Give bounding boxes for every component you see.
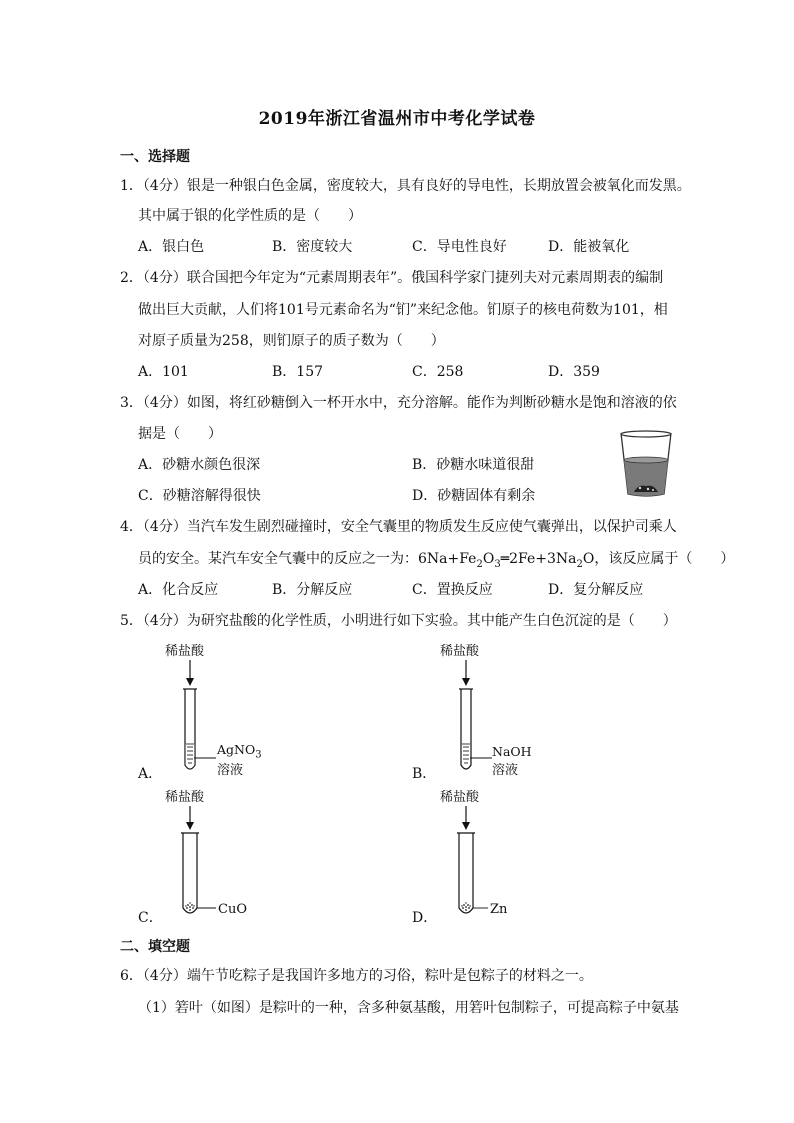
q1-option-b: B．密度较大 <box>272 239 353 255</box>
q4-option-b: B．分解反应 <box>272 582 353 598</box>
q2-stem-line1: 2．（4分）联合国把今年定为“元素周期表年”。俄国科学家门捷列夫对元素周期表的编制 <box>120 270 664 286</box>
q5b-reagent-solution: 溶液 <box>492 763 519 778</box>
q1-option-a: A．银白色 <box>138 239 205 255</box>
q4-option-a: A．化合反应 <box>138 582 219 598</box>
section-heading-fill: 二、填空题 <box>120 939 190 955</box>
q5c-acid-label: 稀盐酸 <box>165 790 205 805</box>
q5d-reagent-label: Zn <box>490 902 508 917</box>
q5b-reagent-label: NaOH <box>492 744 532 759</box>
q6-stem-line1: 6．（4分）端午节吃粽子是我国许多地方的习俗，粽叶是包粽子的材料之一。 <box>120 968 593 984</box>
q5a-reagent-solution: 溶液 <box>217 763 244 778</box>
q5-option-c: C． <box>138 910 163 926</box>
q1-stem-line2: 其中属于银的化学性质的是（ ） <box>138 208 362 224</box>
q5-option-b: B． <box>412 766 437 782</box>
q3-option-d: D．砂糖固体有剩余 <box>412 488 536 504</box>
q2-option-a: A．101 <box>138 364 189 380</box>
q3-stem-line1: 3．（4分）如图，将红砂糖倒入一杯开水中，充分溶解。能作为判断砂糖水是饱和溶液的依 <box>120 395 677 411</box>
section-heading-choice: 一、选择题 <box>120 149 190 165</box>
q5a-reagent-label: AgNO$_3$ <box>217 742 262 761</box>
q5d-acid-label: 稀盐酸 <box>440 790 480 805</box>
q5c-reagent-label: CuO <box>218 902 247 917</box>
q2-option-c: C．258 <box>412 364 464 380</box>
q4-option-d: D．复分解反应 <box>548 582 644 598</box>
q4-stem-line1: 4．（4分）当汽车发生剧烈碰撞时，安全气囊里的物质发生反应使气囊弹出，以保护司乘人 <box>120 519 677 535</box>
beaker-icon <box>618 430 674 498</box>
q5a-acid-label: 稀盐酸 <box>165 644 205 659</box>
q5-option-d: D． <box>412 910 438 926</box>
q5-option-a: A． <box>138 766 163 782</box>
q1-option-d: D．能被氧化 <box>548 239 630 255</box>
q2-option-b: B．157 <box>272 364 324 380</box>
q1-stem-line1: 1．（4分）银是一种银白色金属，密度较大，具有良好的导电性，长期放置会被氧化而发黑。 <box>120 178 691 194</box>
q1-option-c: C．导电性良好 <box>412 239 507 255</box>
q5b-acid-label: 稀盐酸 <box>440 644 480 659</box>
q2-stem-line2: 做出巨大贡献，人们将101号元素命名为“钔”来纪念他。钔原子的核电荷数为101，相 <box>138 302 668 318</box>
page-title: 2019年浙江省温州市中考化学试卷 <box>258 109 536 129</box>
q2-option-d: D．359 <box>548 364 600 380</box>
q3-option-a: A．砂糖水颜色很深 <box>138 457 261 473</box>
q3-option-c: C．砂糖溶解得很快 <box>138 488 261 504</box>
q3-stem-line2: 据是（ ） <box>138 426 222 442</box>
q4-option-c: C．置换反应 <box>412 582 493 598</box>
q2-stem-line3: 对原子质量为258，则钔原子的质子数为（ ） <box>138 333 445 349</box>
q3-option-b: B．砂糖水味道很甜 <box>412 457 535 473</box>
q5-stem-line1: 5．（4分）为研究盐酸的化学性质，小明进行如下实验。其中能产生白色沉淀的是（ ） <box>120 613 677 629</box>
q6-stem-line2: （1）箬叶（如图）是粽叶的一种，含多种氨基酸，用箬叶包制粽子，可提高粽子中氨基 <box>138 1000 679 1016</box>
q4-stem-line2: 员的安全。某汽车安全气囊中的反应之一为：$6Na+Fe_2O_3═2Fe+3Na_2O$，该反应属于（ ） <box>138 551 735 570</box>
